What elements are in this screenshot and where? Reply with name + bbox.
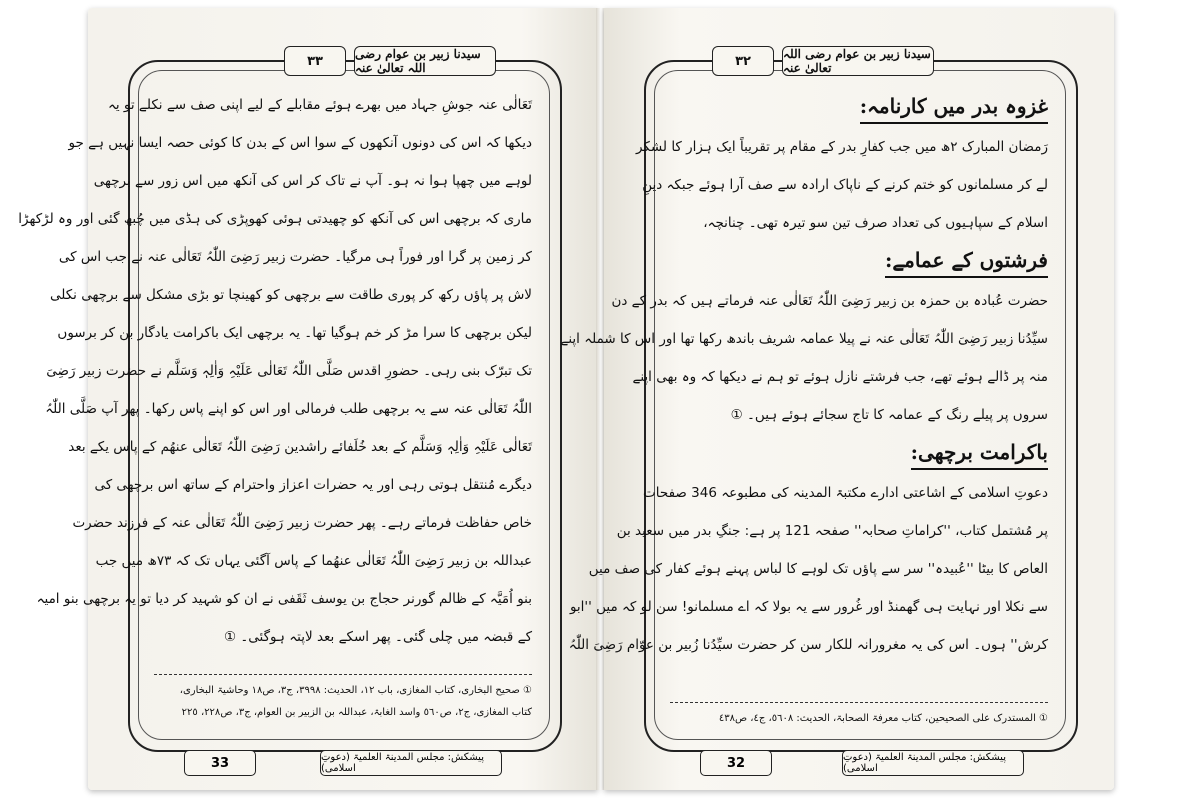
footnote-line: ① المستدرک علی الصحیحین، کتاب معرفۃ الصحابۃ، الحدیث: ٥٦٠٨، ج٤، ص٤٣٨ <box>718 713 1048 724</box>
page-right <box>560 8 1114 790</box>
text-line: کرش'' ہوں۔ اس کی یہ مغرورانہ للکار سن کر حضرت سیِّدُنا زُبیر بن عوّام رَضِیَ اللّٰہُ <box>568 637 1048 653</box>
text-line: تَعَالٰی عنہ جوشِ جہاد میں بھرے ہوئے مقابلے کے لیے اپنی صف سے نکلے تو یہ <box>107 97 532 113</box>
text-line: العاص کا بیٹا ''عُبیدہ'' سر سے پاؤں تک لوہے کا لباس پہنے ہوئے کفار کی صف میں <box>588 561 1048 577</box>
text-line: لاش پر پاؤں رکھ کر پوری طاقت سے برچھی کو کھینچا تو بڑی مشکل سے برچھی نکلی <box>50 287 532 303</box>
text-line: عبداللہ بن زبیر رَضِیَ اللّٰہُ تَعَالٰی عنھُما کے پاس آگئی یہاں تک کہ ٧٣ھ میں جب <box>95 553 532 569</box>
footnote-divider <box>670 702 1048 703</box>
open-book <box>18 8 1114 798</box>
text-line: ماری کہ برچھی اس کی آنکھ کو چھیدتی ہوئی کھوپڑی کی ہڈی میں چُبھ گئی اور وہ لڑکھڑا <box>18 211 532 227</box>
footer-publisher: پیشکش: مجلس المدینۃ العلمیۃ (دعوتِ اسلامی) <box>320 750 502 776</box>
text-line: اللّٰہُ تَعَالٰی عنہ سے یہ برچھی طلب فرمالی اور اس کو اپنے پاس رکھا۔ پھر آپ صَلَّی اللّٰہُ <box>45 401 532 417</box>
header-page-number: ٣٣ <box>284 46 346 76</box>
page-body <box>560 88 1048 664</box>
text-line: کے قبضہ میں چلی گئی۔ پھر اسکے بعد لاپتہ ہوگئی۔ ① <box>223 629 532 645</box>
footnotes <box>670 708 1048 730</box>
header-page-number: ٣٢ <box>712 46 774 76</box>
footer-page-number: 32 <box>700 750 772 776</box>
text-line: سے نکلا اور نہایت ہی گھمنڈ اور غُرور سے یہ بولا کہ اے مسلمانو! سن لو کہ میں ''ابو <box>569 599 1048 615</box>
text-line: رَمضان المبارک ٢ھ میں جب کفارِ بدر کے مقام پر تقریباً ایک ہزار کا لشکر <box>635 139 1048 155</box>
text-line: سیِّدُنا زبیر رَضِیَ اللّٰہُ تَعَالٰی عنہ نے پیلا عمامہ شریف باندھ رکھا تھا اور اس کا شملہ اپنے <box>560 331 1048 347</box>
text-line: بنو اُمَیَّہ کے ظالم گورنر حجاج بن یوسف ثَقَفی نے ان کو شہید کر دیا تو یہ برچھی بنو امیہ <box>36 591 532 607</box>
footnotes <box>154 680 532 724</box>
text-line: حضرت عُبادہ بن حمزہ بن زبیر رَضِیَ اللّٰہُ تَعَالٰی عنہ فرماتے ہیں کہ بدر کے دن <box>611 293 1048 309</box>
section-heading: باکرامت برچھی: <box>911 436 1048 470</box>
text-line: منہ پر ڈالے ہوئے تھے، جب فرشتے نازل ہوئے تو ہم نے دیکھا کہ وہ بھی اپنے <box>632 369 1048 385</box>
text-line: دیگرے مُنتقل ہوتی رہی اور یہ حضرات اعزاز واحترام کے ساتھ اس برچھی کی <box>94 477 532 493</box>
text-line: دعوتِ اسلامی کے اشاعتی ادارے مکتبۃ المدینہ کی مطبوعہ 346 صفحات <box>643 485 1048 501</box>
header-title: سیدنا زبیر بن عوام رضی اللہ تعالیٰ عنہ <box>354 46 496 76</box>
text-line: اسلام کے سپاہیوں کی تعداد صرف تین سو تیرہ تھی۔ چنانچہ، <box>703 215 1048 231</box>
text-line: کر زمین پر گرا اور فوراً ہی مرگیا۔ حضرت زبیر رَضِیَ اللّٰہُ تَعَالٰی عنہ نے جب اس کی <box>58 249 532 265</box>
section-heading: فرشتوں کے عمامے: <box>885 244 1048 278</box>
text-line: لے کر مسلمانوں کو ختم کرنے کے ناپاک ارادہ سے صف آرا ہوئے جبکہ دینِ <box>642 177 1048 193</box>
footer-publisher: پیشکش: مجلس المدینۃ العلمیۃ (دعوتِ اسلامی) <box>842 750 1024 776</box>
text-line: خاص حفاظت فرماتے رہے۔ پھر حضرت زبیر رَضِیَ اللّٰہُ تَعَالٰی عنہ کے فرزند حضرت <box>72 515 532 531</box>
page-body <box>18 86 532 656</box>
text-line: لوہے میں چھپا ہوا نہ ہو۔ آپ نے تاک کر اس کی آنکھ میں اس زور سے برچھی <box>93 173 532 189</box>
text-line: تک تبرّک بنی رہی۔ حضورِ اقدس صَلَّی اللّٰہُ تَعَالٰی عَلَیْہِ وَاٰلِہٖ وَسَلَّم نے حضرت زبیر رَضِیَ <box>46 363 532 379</box>
text-line: پر مُشتمل کتاب، ''کراماتِ صحابہ'' صفحہ 121 پر ہے: جنگِ بدر میں سعید بن <box>616 523 1048 539</box>
text-line: سروں پر پیلے رنگ کے عمامہ کا تاج سجائے ہوئے ہیں۔ ① <box>730 407 1048 423</box>
footnote-line: کتاب المغازی، ج٢، ص٥٦٠ واسد الغابۃ، عبداللہ بن الزبیر بن العوام، ج٣، ص٢٢٨، ٢٢٥ <box>181 707 532 718</box>
footnote-divider <box>154 674 532 675</box>
footer-page-number: 33 <box>184 750 256 776</box>
text-line: لیکن برچھی کا سرا مڑ کر خم ہوگیا تھا۔ یہ برچھی ایک باکرامت یادگار بن کر برسوں <box>57 325 532 341</box>
section-heading: غزوہ بدر میں کارنامہ: <box>860 90 1048 124</box>
text-line: تَعَالٰی عَلَیْہِ وَاٰلِہٖ وَسَلَّم کے بعد خُلَفائے راشدین رَضِیَ اللّٰہُ تَعَالٰی عنھُم کے پاس یکے بعد <box>68 439 532 455</box>
text-line: دیکھا کہ اس کی دونوں آنکھوں کے سوا اس کے بدن کا کوئی حصہ ایسا نہیں ہے جو <box>68 135 532 151</box>
header-title: سیدنا زبیر بن عوام رضی اللہ تعالیٰ عنہ <box>782 46 934 76</box>
footnote-line: ① صحیح البخاری، کتاب المغازی، باب ١٢، الحدیث: ٣٩٩٨، ج٣، ص١٨ وحاشیۃ البخاری، <box>179 685 532 696</box>
page-left <box>18 8 598 790</box>
